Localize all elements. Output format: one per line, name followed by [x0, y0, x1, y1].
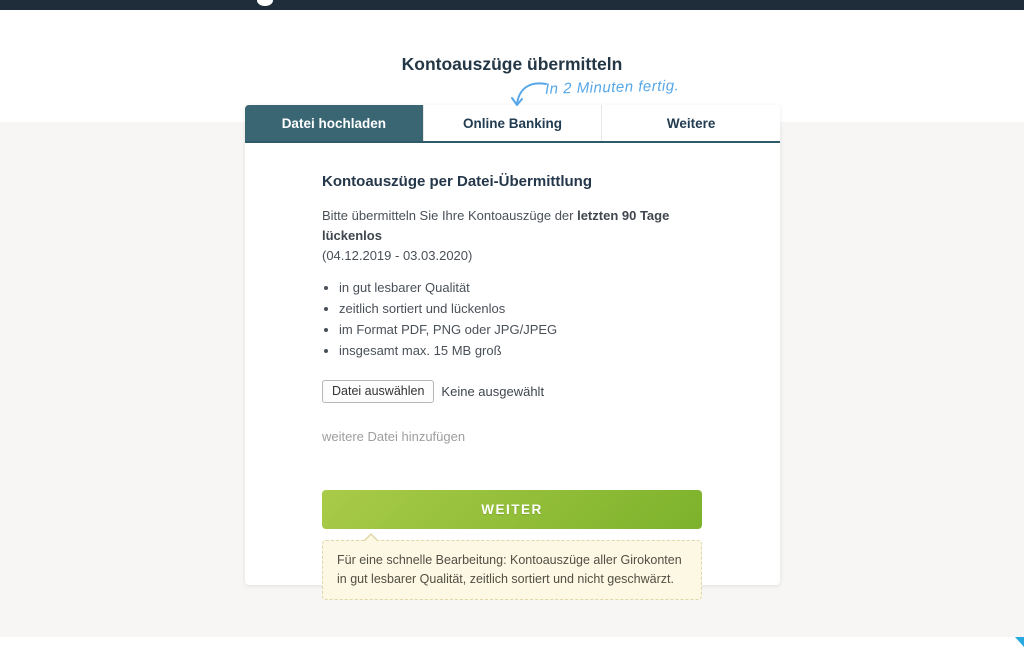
tab-bar — [245, 105, 780, 143]
choose-file-button[interactable]: Datei auswählen — [322, 380, 434, 403]
top-navigation-bar — [0, 0, 1024, 10]
tab-datei-hochladen[interactable]: Datei hochladen — [245, 105, 423, 141]
annotation-arrow-icon — [509, 80, 549, 110]
page-title: Kontoauszüge übermitteln — [401, 54, 623, 74]
panel-heading: Kontoauszüge per Datei-Übermittlung — [322, 173, 593, 190]
requirements-list — [322, 278, 703, 361]
annotation-text: In 2 Minuten fertig. — [544, 77, 680, 98]
upload-card — [245, 105, 780, 585]
chat-widget-corner-icon[interactable] — [1015, 637, 1024, 647]
tab-online-banking[interactable]: Online Banking — [423, 105, 602, 141]
requirement-item: • insgesamt max. 15 MB groß — [339, 341, 703, 362]
intro-text — [322, 206, 703, 266]
intro-text-normal: Bitte übermitteln Sie Ihre Kontoauszüge der — [322, 208, 578, 223]
weiter-button[interactable]: WEITER — [322, 490, 702, 529]
requirement-item: • im Format PDF, PNG oder JPG/JPEG — [339, 320, 703, 341]
file-input-row — [322, 380, 703, 403]
tab-weitere[interactable]: Weitere — [601, 105, 780, 141]
file-status-text: Keine ausgewählt — [441, 383, 545, 399]
brand-logo — [257, 0, 273, 6]
footer-area — [0, 637, 1024, 653]
hint-box: Für eine schnelle Bearbeitung: Kontoauszüge aller Girokonten in gut lesbarer Qualität, zeitlich sortiert und nicht geschwärzt. — [322, 540, 702, 601]
requirement-item: • zeitlich sortiert und lückenlos — [339, 299, 703, 320]
card-content — [245, 143, 780, 600]
intro-text-bold: letzten 90 Tage lückenlos — [322, 208, 670, 244]
intro-dates: (04.12.2019 - 03.03.2020) — [322, 248, 473, 264]
requirement-item: • in gut lesbarer Qualität — [339, 278, 703, 299]
add-more-file-link[interactable]: weitere Datei hinzufügen — [322, 428, 466, 444]
